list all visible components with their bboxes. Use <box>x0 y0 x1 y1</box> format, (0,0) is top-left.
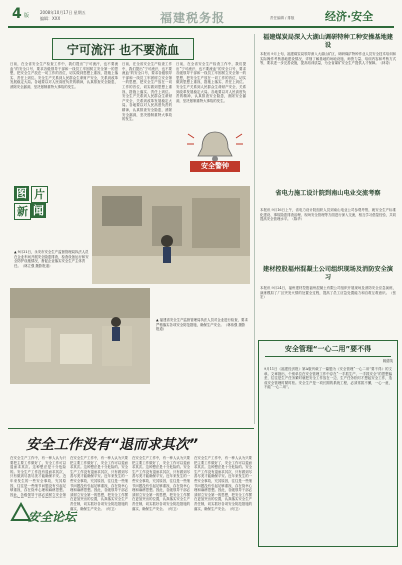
picture-news-char-3: 新 <box>14 203 31 220</box>
picture-news-label <box>14 186 48 246</box>
bottom-rule <box>8 428 254 429</box>
special-article-box <box>258 340 398 547</box>
right-article-1-title: 福建煤炭局深入大湖山调研特种工种安操基地建设 <box>263 34 393 49</box>
bottom-body-col3: 在安全生产工作中，有一种人认为只要把主要工作做好了，安全工作可以退而求其次。这种想法是十分危险的。安全生产工作没有退而求其次，只有做到尽善尽美才能确保平安。近年来发生的一些安全事故，究其原因，往往是一些细节问题没有引起足够重视，存在侥幸心理和麻痹思想。因此，各级领导干部必须树立安全第一的思想，把安全工作摆在更加突出的位置，认真落实安全生产责任制，切实抓好各项安全防范措施的落实，确保生产安全。（何卫） <box>132 456 190 511</box>
right-article-2-title: 省电力施工设计院到南山电业交流考察 <box>275 190 381 197</box>
bottom-body-col1: 在安全生产工作中，有一种人认为只要把主要工作做好了，安全工作可以退而求其次。这种想法是十分危险的。安全生产工作没有退而求其次，只有做到尽善尽美才能确保平安。近年来发生的一些安全事故，究其原因，往往是一些细节问题没有引起足够重视，存在侥幸心理和麻痹思想。因此，各级领导干部必须树立安全第 <box>10 456 66 497</box>
page-header <box>0 0 402 30</box>
picture-news-char-2: 片 <box>31 186 48 203</box>
special-article-title-rule <box>265 356 391 357</box>
page-number: 4 <box>12 6 22 22</box>
photo-caption-left: ▲ 9月21日，永安市安全生产监督管理局执法人员在企业车间开展安全隐患排查，检查设备运行和安全防护设施情况，督促企业落实安全生产主体责任。（林立强 摄影报道） <box>14 250 89 268</box>
left-top-body-col2: 日前，在全省安全生产检查工作中，我们提出“宁可流汗，也不要流血”的安全口号，要求各级领导干部和一线员工牢固树立安全第一的思想，把安全生产放在一切工作的首位，切实做到思想上重视、措施上落实、责任上到位。安全生产关系到人民群众生命财产安全，关系到改革发展稳定大局。各地要以对人民高度负责的精神，认真排查安全隐患，消除安全漏洞，坚决遏制重特大事故的发生。 <box>122 62 172 122</box>
left-top-body-col3: 日前，在全省安全生产检查工作中，我们提出“宁可流汗，也不要流血”的安全口号，要求各级领导干部和一线员工牢固树立安全第一的思想，把安全生产放在一切工作的首位，切实做到思想上重视、措施上落实、责任上到位。安全生产关系到人民群众生命财产安全，关系到改革发展稳定大局。各地要以对人民高度负责的精神，认真排查安全隐患，消除安全漏洞，坚决遏制重特大事故的发生。 <box>176 62 246 103</box>
safety-forum-label <box>8 502 77 552</box>
picture-news-char-4: 闻 <box>33 204 44 217</box>
left-top-body-col1: 日前，在全省安全生产检查工作中，我们提出“宁可流汗，也不要流血”的安全口号，要求各级领导干部和一线员工牢固树立安全第一的思想，把安全生产放在一切工作的首位，切实做到思想上重视、措施上落实、责任上到位。安全生产关系到人民群众生命财产安全，关系到改革发展稳定大局。各地要以对人民高度负责的精神，认真排查安全隐患，消除安全漏洞，坚决遏制重特大事故的发生。 <box>10 62 118 89</box>
bottom-body-col2: 在安全生产工作中，有一种人认为只要把主要工作做好了，安全工作可以退而求其次。这种想法是十分危险的。安全生产工作没有退而求其次，只有做到尽善尽美才能确保平安。近年来发生的一些安全事故，究其原因，往往是一些细节问题没有引起足够重视，存在侥幸心理和麻痹思想。因此，各级领导干部必须树立安全第一的思想，把安全工作摆在更加突出的位置，认真落实安全生产责任制，切实抓好各项安全防范措施的落实，确保生产安全。（何卫） <box>70 456 128 511</box>
safety-alarm-label: 安全警钟 <box>190 161 240 172</box>
left-top-headline: 宁可流汗 也不要流血 <box>66 42 180 57</box>
special-article-author: 姚德英 <box>382 359 393 363</box>
right-article-1-body: 本报讯 9月上旬，福建煤炭局领导深入大湖山矿区，调研煤矿特种作业人员安全技术培训和实际操作考核基地建设情况，详细了解基地的场地设施、师资力量、培训内容和考核方式等，要求进一步完善设施，提高培训质量，为全省煤矿安全生产提供人才保障。（林奇） <box>260 52 396 66</box>
photo-caption-right: ▲ 福建省安全生产监督管理局执法人员对企业进行检查，要求严格落实各项安全防范措施，确保生产安全。（林伟强 摄影报道） <box>156 318 248 331</box>
right-small-text: 责任编辑 / 排版 <box>270 16 295 20</box>
section-title: 经济·安全 <box>325 10 374 23</box>
alarm-bell-icon <box>184 128 246 164</box>
left-top-headline-box <box>52 38 194 60</box>
picture-news-char-1: 图 <box>16 187 27 200</box>
page-label: 版 <box>24 13 30 19</box>
safety-forum-text: 安全论坛 <box>28 510 77 524</box>
news-photo-inspection <box>10 288 150 384</box>
right-article-3-body: 本报讯 9月24日，福州建材控股福州混凝土有限公司组织开展现场及消防安全应急演练，演练模拟了厂区突发火情的处置全过程，提高了员工应急处置能力和自救互救意识。（张宏） <box>260 286 396 300</box>
special-article-title: 安全管理“一心二用”要不得 <box>284 345 372 353</box>
header-rule <box>8 26 394 28</box>
special-article-body: 9月11日《福建经济报》第A版刊载了一篇题为《安全管理“一心二用”要不得》的文章。文章指出，个别单位在安全管理工作中存在“一手抓生产、一手抓安全”的思想偏差，往往是生产任务紧时就把安全工作放在一边，生产任务松时才想起安全工作，造成安全管理时紧时松。安全生产是一项长期的系统工程，必须常抓不懈，一心一意，不能“一心二用”。 <box>264 367 392 390</box>
column-divider <box>254 34 255 424</box>
right-article-3-title: 建材控股福州混凝土公司组织现场及消防安全演习 <box>263 266 393 281</box>
paper-name: 福建税务报 <box>160 11 226 25</box>
right-article-2-body: 本报讯 9月16日上午，省电力设计院组织人员到南山电业公司参观考察，就安全生产标准化建设、事故隐患排查治理、现场安全管理等方面进行深入交流，相互学习借鉴经验，共同提高安全管理水平。（陈华） <box>260 208 396 222</box>
bottom-headline: 安全工作没有“退而求其次” <box>26 437 199 453</box>
news-photo-workshop <box>92 186 250 284</box>
date-line: 2008年10月17日 星期五 <box>40 10 86 15</box>
safety-alarm-graphic <box>184 128 246 176</box>
bottom-body-col4: 在安全生产工作中，有一种人认为只要把主要工作做好了，安全工作可以退而求其次。这种想法是十分危险的。安全生产工作没有退而求其次，只有做到尽善尽美才能确保平安。近年来发生的一些安全事故，究其原因，往往是一些细节问题没有引起足够重视，存在侥幸心理和麻痹思想。因此，各级领导干部必须树立安全第一的思想，把安全工作摆在更加突出的位置，认真落实安全生产责任制，切实抓好各项安全防范措施的落实，确保生产安全。（何卫） <box>194 456 252 511</box>
editor-line: 编辑：XXX <box>40 16 61 21</box>
